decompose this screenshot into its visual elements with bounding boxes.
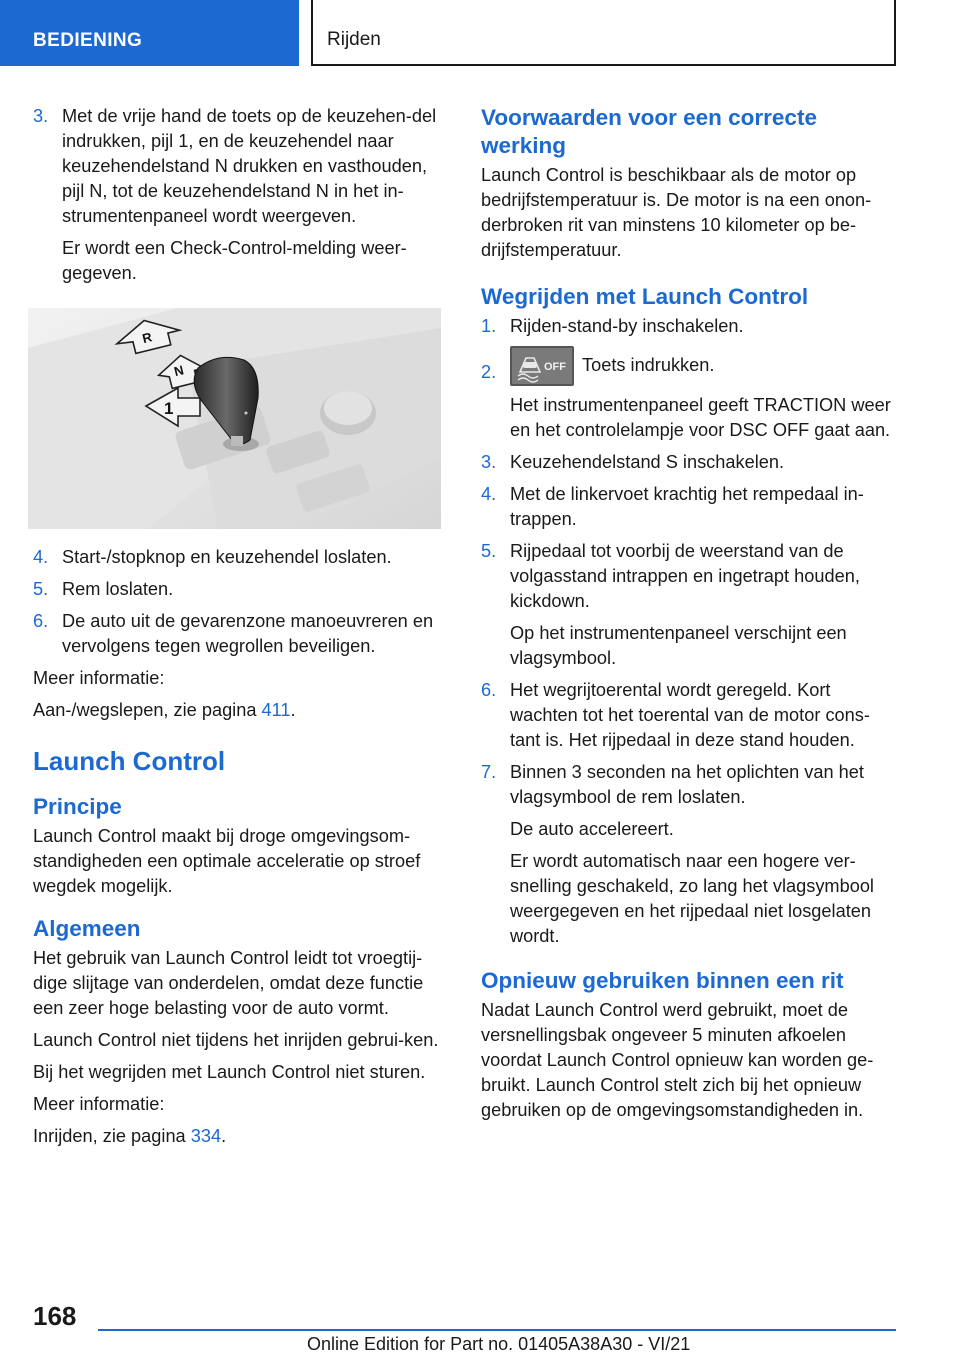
reference-line	[33, 698, 446, 723]
step-item	[481, 346, 896, 443]
step-text: Toets indrukken.	[582, 354, 715, 375]
reference-end: .	[221, 1126, 227, 1146]
page-number: 168	[33, 1301, 77, 1331]
step-number: 5.	[33, 579, 49, 599]
step-text: Het wegrijtoerental wordt geregeld. Kort wachten tot het toerental van de motor cons-tant is. Het rijpedaal in deze stand houden.	[510, 680, 870, 750]
voorwaarden-paragraph: Launch Control is beschikbaar als de motor op bedrijfstemperatuur is. De motor is na een onon-derbroken rit van minstens 10 kilometer op be-drijfstemperatuur.	[481, 165, 872, 260]
subheading-voorwaarden: Voorwaarden voor een correcte werking	[481, 105, 817, 158]
step-text: Met de vrije hand de toets op de keuzehen-del indrukken, pijl 1, en de keuzehendel naar keuzehendelstand N drukken en vasthouden, pijl N, tot de keuzehendelstand N in het in-strumentenpaneel wordt weergeven.	[62, 106, 437, 226]
reference-end: .	[290, 700, 296, 720]
more-info-label: Meer informatie:	[33, 668, 165, 688]
step-item	[33, 545, 446, 570]
subheading-opnieuw: Opnieuw gebruiken binnen een rit	[481, 968, 844, 993]
reference-text: Inrijden, zie pagina	[33, 1126, 191, 1146]
step-text: Start-/stopknop en keuzehendel loslaten.	[62, 547, 392, 567]
page-link-334[interactable]: 334	[190, 1126, 222, 1146]
figure-label-1: 1	[164, 399, 174, 418]
step-note: Er wordt een Check-Control-melding weer-gegeven.	[62, 238, 407, 283]
footer-divider	[98, 1329, 896, 1331]
gear-selector-image	[28, 308, 441, 529]
step-item	[481, 760, 896, 949]
step-number: 5.	[481, 541, 497, 561]
step-number: 3.	[33, 106, 49, 126]
section-title: BEDIENING	[33, 30, 143, 51]
dsc-button-label: OFF	[544, 361, 566, 373]
more-info-label: Meer informatie:	[33, 1094, 165, 1114]
dsc-off-button-icon	[510, 346, 574, 386]
step-text: Binnen 3 seconden na het oplichten van het vlagsymbool de rem loslaten.	[510, 762, 864, 807]
step-item	[33, 577, 446, 602]
step-note: De auto accelereert.	[510, 819, 674, 839]
algemeen-paragraph: Bij het wegrijden met Launch Control niet sturen.	[33, 1062, 426, 1082]
step-item	[481, 482, 896, 532]
subheading-wegrijden: Wegrijden met Launch Control	[481, 284, 809, 309]
chapter-title: Rijden	[327, 29, 381, 50]
reference-text: Aan-/wegslepen, zie pagina	[33, 700, 262, 720]
reference-line	[33, 1124, 446, 1149]
step-number: 6.	[481, 680, 497, 700]
step-item	[481, 450, 896, 475]
step-text: Keuzehendelstand S inschakelen.	[510, 452, 785, 472]
left-column	[33, 104, 446, 1156]
step-text-with-button	[510, 346, 896, 386]
footer-edition: Online Edition for Part no. 01405A38A30 - VI/21	[307, 1334, 691, 1354]
step-item	[481, 678, 896, 753]
step-text: Rem loslaten.	[62, 579, 174, 599]
step-number: 4.	[33, 547, 49, 567]
step-item	[33, 609, 446, 659]
algemeen-paragraph: Het gebruik van Launch Control leidt tot vroegtij-dige slijtage van onderdelen, omdat deze functie een zeer hoge belasting voor de auto vormt.	[33, 948, 424, 1018]
subheading-algemeen: Algemeen	[33, 916, 141, 941]
step-note: Op het instrumentenpaneel verschijnt een vlagsymbool.	[510, 623, 847, 668]
step-text: Rijpedaal tot voorbij de weerstand van de volgasstand intrappen en ingetrapt houden, kickdown.	[510, 541, 860, 611]
step-item	[481, 314, 896, 339]
step-item	[33, 104, 446, 286]
gear-selector-illustration	[28, 308, 441, 529]
figure-label-r: R	[140, 329, 154, 347]
traction-icon	[512, 348, 572, 384]
step-note: Er wordt automatisch naar een hogere ver-snelling geschakeld, zo lang het vlagsymbool weergegeven en het rijpedaal niet losgelaten wordt.	[510, 851, 874, 946]
principe-paragraph: Launch Control maakt bij droge omgevingsom-standigheden een optimale acceleratie op stroef wegdek mogelijk.	[33, 826, 421, 896]
step-number: 3.	[481, 452, 497, 472]
figure-label-n: N	[172, 362, 186, 380]
right-column	[481, 104, 896, 1130]
step-text: Rijden-stand-by inschakelen.	[510, 316, 744, 336]
step-item	[481, 539, 896, 671]
algemeen-paragraph: Launch Control niet tijdens het inrijden gebrui-ken.	[33, 1030, 439, 1050]
section-heading-launch-control: Launch Control	[33, 746, 226, 776]
step-text: De auto uit de gevarenzone manoeuvreren en vervolgens tegen wegrollen beveiligen.	[62, 611, 434, 656]
opnieuw-paragraph: Nadat Launch Control werd gebruikt, moet de versnellingsbak ongeveer 5 minuten afkoelen voordat Launch Control opnieuw kan worden ge-bruikt. Launch Control stelt zich bij het opnieuw gebruiken op de omgevingsomstandigheden in.	[481, 1000, 874, 1120]
step-number: 7.	[481, 762, 497, 782]
page-link-411[interactable]: 411	[261, 700, 291, 720]
subheading-principe: Principe	[33, 794, 122, 819]
section-tab	[0, 0, 299, 66]
chapter-tab	[311, 0, 896, 66]
step-number: 4.	[481, 484, 497, 504]
step-number: 6.	[33, 611, 49, 631]
step-number: 2.	[481, 362, 497, 382]
step-text: Met de linkervoet krachtig het rempedaal in-trappen.	[510, 484, 864, 529]
step-note: Het instrumentenpaneel geeft TRACTION weer en het controlelampje voor DSC OFF gaat aan.	[510, 395, 891, 440]
step-number: 1.	[481, 316, 497, 336]
